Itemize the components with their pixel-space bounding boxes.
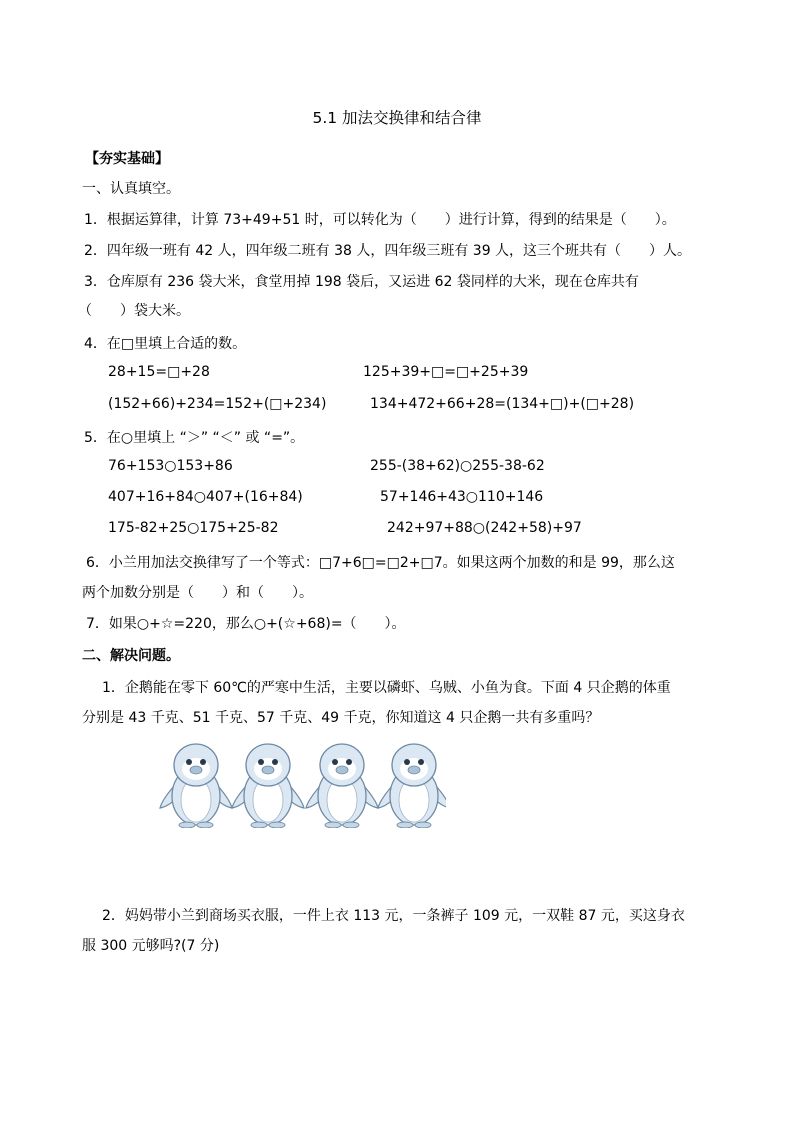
question-1-6-line2: 两个加数分别是（ ）和（ ）。 bbox=[82, 585, 313, 601]
question-1-3-line1: 3．仓库原有 236 袋大米，食堂用掉 198 袋后，又运进 62 袋同样的大米，现在仓库共有 bbox=[84, 274, 639, 290]
question-2-1-line1: 1．企鹅能在零下 60℃的严寒中生活，主要以磷虾、乌贼、小鱼为食。下面 4 只企鹅的体重 bbox=[102, 680, 671, 696]
q5-item: 76+153○153+86 bbox=[108, 458, 233, 474]
question-2-2-line2: 服 300 元够吗?(7 分) bbox=[82, 938, 220, 954]
penguin-icon bbox=[160, 744, 232, 828]
question-2-1-line2: 分别是 43 千克、51 千克、57 千克、49 千克，你知道这 4 只企鹅一共有多重吗？ bbox=[82, 710, 600, 726]
q5-item: 175-82+25○175+25-82 bbox=[108, 520, 279, 536]
penguin-icon bbox=[232, 744, 304, 828]
question-1-6-line1: 6．小兰用加法交换律写了一个等式：□7+6□=□2+□7。如果这两个加数的和是 99，那么这 bbox=[86, 555, 675, 571]
question-1-4-prompt: 4．在□里填上合适的数。 bbox=[84, 336, 247, 352]
q4-item: 28+15=□+28 bbox=[108, 364, 210, 380]
question-1-3-line2: （ ）袋大米。 bbox=[78, 303, 190, 319]
question-1-5-prompt: 5．在○里填上 “＞” “＜” 或 “=”。 bbox=[84, 430, 305, 446]
penguin-icon bbox=[378, 744, 446, 828]
q5-item: 255-(38+62)○255-38-62 bbox=[370, 458, 545, 474]
q4-item: 125+39+□=□+25+39 bbox=[363, 364, 529, 380]
question-2-2-line1: 2．妈妈带小兰到商场买衣服，一件上衣 113 元，一条裤子 109 元，一双鞋 87 元，买这身衣 bbox=[102, 908, 685, 924]
part1-heading: 一、认真填空。 bbox=[82, 181, 180, 197]
question-1-2: 2．四年级一班有 42 人，四年级二班有 38 人，四年级三班有 39 人，这三个班共有（ ）人。 bbox=[84, 243, 692, 259]
part2-heading: 二、解决问题。 bbox=[82, 648, 180, 664]
question-1-7: 7．如果○+☆=220，那么○+(☆+68)=（ ）。 bbox=[86, 616, 406, 632]
penguins-illustration bbox=[156, 740, 446, 828]
q5-item: 242+97+88○(242+58)+97 bbox=[387, 520, 582, 536]
question-1-1: 1．根据运算律，计算 73+49+51 时，可以转化为（ ）进行计算，得到的结果是（ ）。 bbox=[84, 212, 676, 228]
page-title: 5.1 加法交换律和结合律 bbox=[312, 109, 482, 127]
q4-item: (152+66)+234=152+(□+234) bbox=[108, 396, 327, 412]
section-header: 【夯实基础】 bbox=[85, 151, 169, 167]
penguin-icon bbox=[306, 744, 378, 828]
q5-item: 57+146+43○110+146 bbox=[380, 489, 544, 505]
q5-item: 407+16+84○407+(16+84) bbox=[108, 489, 303, 505]
q4-item: 134+472+66+28=(134+□)+(□+28) bbox=[370, 396, 635, 412]
